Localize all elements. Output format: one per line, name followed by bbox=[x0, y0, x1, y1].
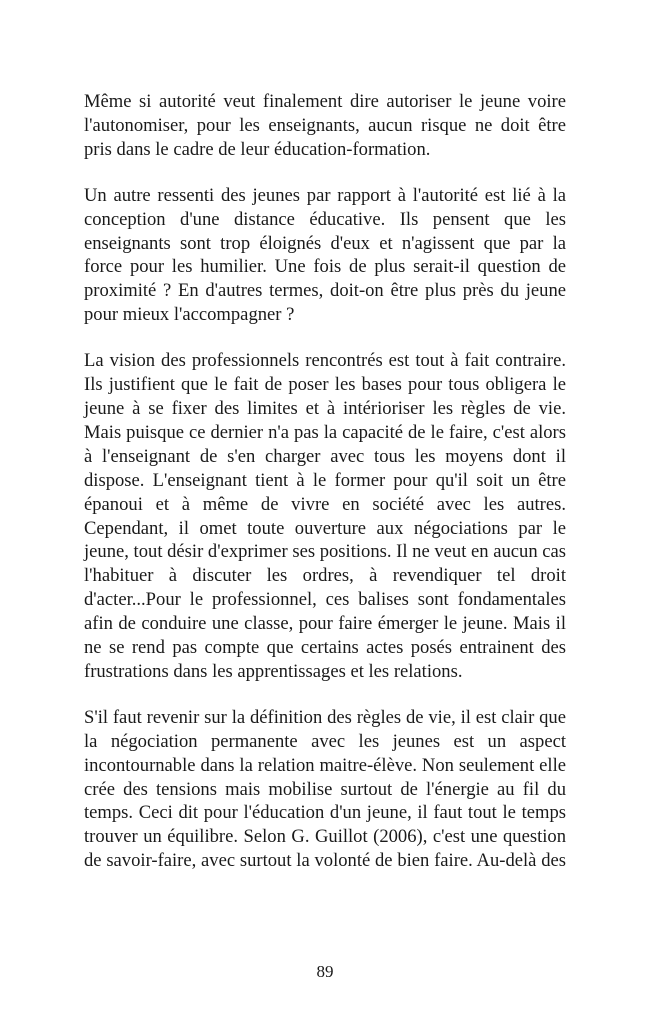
paragraph-4: S'il faut revenir sur la définition des règles de vie, il est clair que la négociation permanente avec les jeunes est un aspect incontournable dans la relation maitre-élève. Non seulement elle crée des tensions mais mobilise surtout de l'énergie au fil du temps. Ceci dit pour l'éducation d'un jeune, il faut tout le temps trouver un équilibre. Selon G. Guillot (2006), c'est une question de savoir-faire, avec surtout la volonté de bien faire. Au-delà des bbox=[84, 706, 566, 872]
page-number: 89 bbox=[316, 962, 334, 981]
paragraph-3: La vision des professionnels rencontrés est tout à fait contraire. Ils justifient que le fait de poser les bases pour tous obligera le jeune à se fixer des limites et à intérioriser les règles de vie. Mais puisque ce dernier n'a pas la capacité de le faire, c'est alors à l'enseignant de s'en charger avec tous les moyens dont il dispose. L'enseignant tient à le former pour qu'il soit un être épanoui et à même de vivre en société avec les autres. Cependant, il omet toute ouverture aux négociations par le jeune, tout désir d'exprimer ses positions. Il ne veut en aucun cas l'habituer à discuter les ordres, à revendiquer tel droit d'acter...Pour le professionnel, ces balises sont fondamentales afin de conduire une classe, pour faire émerger le jeune. Mais il ne se rend pas compte que certains actes posés entrainent des frustrations dans les apprentissages et les relations. bbox=[84, 350, 567, 682]
paragraph-1: Même si autorité veut finalement dire autoriser le jeune voire l'autonomiser, pour les enseignants, aucun risque ne doit être pris dans le cadre de leur éducation-formation. bbox=[84, 91, 566, 160]
page-body bbox=[84, 90, 566, 873]
paragraph-2: Un autre ressenti des jeunes par rapport à l'autorité est lié à la conception d'une distance éducative. Ils pensent que les enseignants sont trop éloignés d'eux et n'agissent que par la force pour les humilier. Une fois de plus serait-il question de proximité ? En d'autres termes, doit-on être plus près du jeune pour mieux l'accompagner ? bbox=[84, 184, 566, 326]
